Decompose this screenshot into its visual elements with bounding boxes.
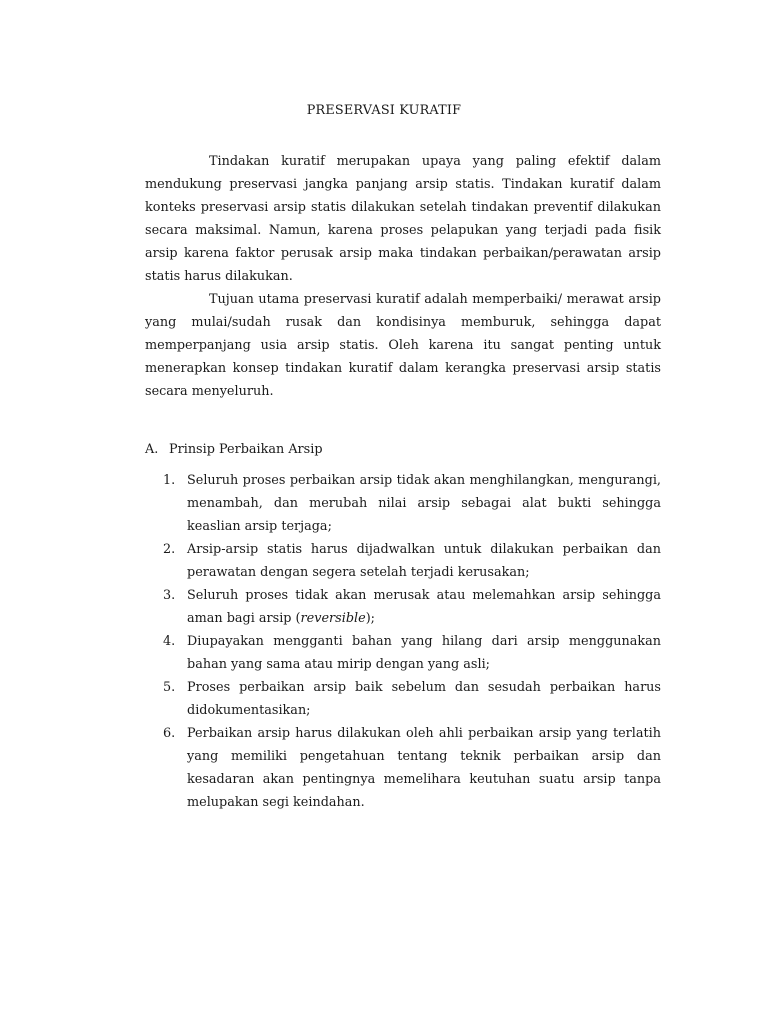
list-item-text-before: Seluruh proses tidak akan merusak atau melemahkan arsip sehingga aman bagi arsip ( <box>187 588 661 626</box>
section-letter: A. <box>145 442 159 457</box>
list-item <box>163 630 661 676</box>
list-item-text <box>187 588 661 626</box>
list-item <box>163 538 661 584</box>
list-item-text-after: ); <box>365 611 375 626</box>
list-number: 2. <box>163 542 176 557</box>
list-item-text: Diupayakan mengganti bahan yang hilang dari arsip menggunakan bahan yang sama atau mirip dengan yang asli; <box>187 634 661 672</box>
list-item-text: Perbaikan arsip harus dilakukan oleh ahli perbaikan arsip yang terlatih yang memiliki pengetahuan tentang teknik perbaikan arsip dan kesadaran akan pentingnya memelihara keutuhan suatu arsip tanpa melupakan segi keindahan. <box>187 726 661 810</box>
list-number: 6. <box>163 726 176 741</box>
paragraph: Tindakan kuratif merupakan upaya yang paling efektif dalam mendukung preservasi jangka panjang arsip statis. Tindakan kuratif dalam konteks preservasi arsip statis dilakukan setelah tindakan preventif dilakukan secara maksimal. Namun, karena proses pelapukan yang terjadi pada fisik arsip karena faktor perusak arsip maka tindakan perbaikan/perawatan arsip statis harus dilakukan. <box>145 154 661 284</box>
list-item <box>163 676 661 722</box>
section-heading <box>145 438 323 461</box>
list-number: 3. <box>163 588 176 603</box>
section-title: Prinsip Perbaikan Arsip <box>169 442 323 457</box>
document-title: PRESERVASI KURATIF <box>306 103 462 118</box>
body-text <box>145 150 661 403</box>
list-item-text: Seluruh proses perbaikan arsip tidak akan menghilangkan, mengurangi, menambah, dan merubah nilai arsip sebagai alat bukti sehingga keaslian arsip terjaga; <box>187 473 661 534</box>
principles-list <box>163 469 661 814</box>
paragraph: Tujuan utama preservasi kuratif adalah memperbaiki/ merawat arsip yang mulai/sudah rusak dan kondisinya memburuk, sehingga dapat memperpanjang usia arsip statis. Oleh karena itu sangat penting untuk menerapkan konsep tindakan kuratif dalam kerangka preservasi arsip statis secara menyeluruh. <box>145 292 661 399</box>
list-item-text: Arsip-arsip statis harus dijadwalkan untuk dilakukan perbaikan dan perawatan dengan segera setelah terjadi kerusakan; <box>187 542 661 580</box>
list-item <box>163 469 661 538</box>
list-item-text: Proses perbaikan arsip baik sebelum dan sesudah perbaikan harus didokumentasikan; <box>187 680 661 718</box>
list-item <box>163 584 661 630</box>
list-number: 1. <box>163 473 176 488</box>
list-item-text-italic: reversible <box>300 611 366 626</box>
list-number: 5. <box>163 680 176 695</box>
list-number: 4. <box>163 634 176 649</box>
list-item <box>163 722 661 814</box>
